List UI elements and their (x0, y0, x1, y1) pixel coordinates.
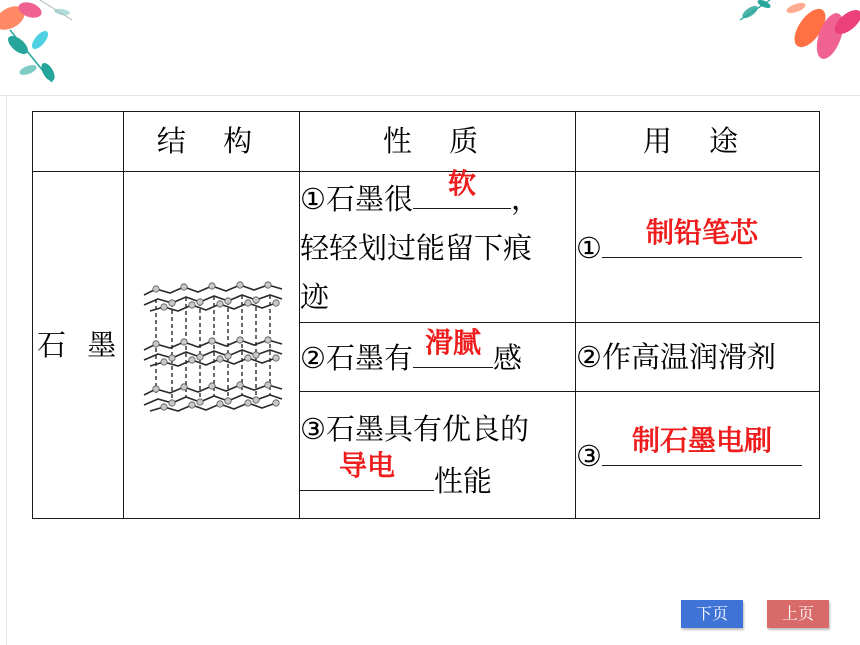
property-2 (300, 323, 576, 392)
answer-graphite-brush: 制石墨电刷 (631, 424, 772, 457)
property-1 (300, 167, 576, 323)
use-3-prefix: ③ (576, 439, 602, 473)
answer-conductive: 导电 (338, 448, 395, 482)
table-row (33, 172, 820, 323)
blank-pencil (602, 216, 802, 258)
property-1-line3: 迹 (300, 280, 330, 314)
header-structure: 结 构 (124, 112, 300, 172)
property-3-suffix: 性能 (434, 463, 493, 498)
header-uses: 用 途 (576, 112, 820, 172)
answer-pencil-lead: 制铅笔芯 (645, 216, 758, 249)
row-label-graphite: 石 墨 (33, 172, 124, 519)
answer-soft: 软 (447, 167, 476, 200)
header-empty-cell (33, 112, 124, 172)
property-3-line1: ③石墨具有优良的 (300, 411, 529, 446)
header-properties: 性 质 (300, 112, 576, 172)
graphite-table (32, 111, 820, 519)
header-row (33, 112, 820, 172)
property-1-prefix: ①石墨很 (300, 182, 413, 216)
graphite-structure-icon (126, 265, 298, 425)
property-1-line2: 轻轻划过能留下痕 (300, 231, 533, 265)
answer-slippery: 滑腻 (424, 326, 481, 359)
use-1 (576, 172, 820, 323)
structure-image-cell (124, 172, 300, 519)
leaf-decoration-left-icon (0, 0, 110, 95)
use-1-prefix: ① (576, 231, 602, 265)
blank-brush (602, 424, 802, 466)
previous-page-button[interactable]: 上页 (767, 600, 829, 628)
blank-conductive (300, 448, 434, 491)
slide-top-border (0, 95, 860, 96)
use-3 (576, 392, 820, 519)
property-2-suffix: 感 (493, 341, 523, 375)
use-2: ②作高温润滑剂 (576, 323, 820, 392)
property-1-suffix: ， (511, 182, 541, 216)
slide-left-border (6, 95, 7, 645)
property-3 (300, 392, 576, 519)
next-page-button[interactable]: 下页 (681, 600, 743, 628)
blank-soft (413, 167, 511, 209)
blank-slippery (413, 326, 493, 368)
property-2-prefix: ②石墨有 (300, 341, 413, 375)
leaf-decoration-right-icon (730, 0, 860, 75)
